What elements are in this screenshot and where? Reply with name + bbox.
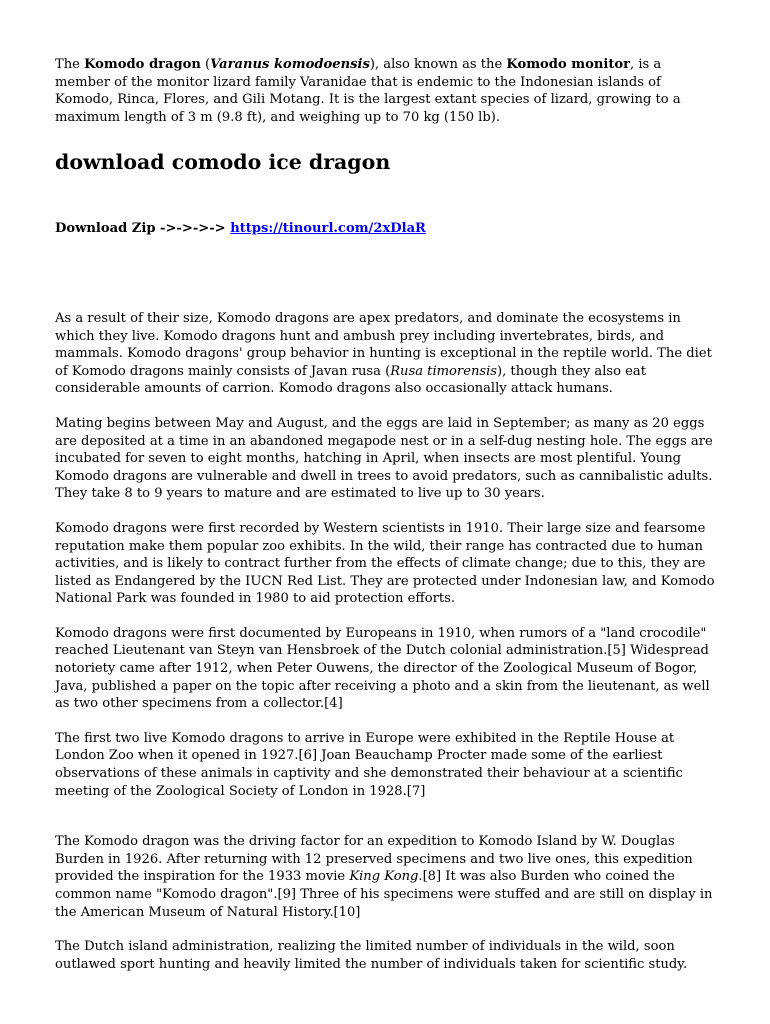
download-link[interactable]: https://tinourl.com/2xDlaR — [230, 221, 426, 237]
paragraph-diet-text-1: As a result of their size, Komodo dragons are apex predators, and dominate the ecosystems in which they live. Komodo dragons hunt and ambush prey including invertebrates, birds, and mammals. Komodo dragons' group behavior in hunting is exceptional in the reptile world. The diet of Komodo dragons mainly consists of Javan rusa ( — [55, 310, 712, 379]
intro-text-3: ), also known as the — [369, 57, 507, 72]
intro-text-2: ( — [200, 57, 211, 72]
intro-bold-komodo-monitor: Komodo monitor — [506, 57, 630, 72]
paragraph-documented: Komodo dragons were first documented by Europeans in 1910, when rumors of a "land crocodile" reached Lieutenant van Steyn van Hensbroek of the Dutch colonial administration.[5] Widespread notoriety came after 1912, when Peter Ouwens, the director of the Zoological Museum of Bogor, Java, published a paper on the topic after receiving a photo and a skin from the lieutenant, as well as two other specimens from a collector.[4] — [55, 625, 710, 712]
paragraph-diet-text-2: ), though they also eat considerable amounts of carrion. Komodo dragons also occasionally attack humans. — [55, 363, 646, 397]
download-line — [55, 220, 715, 238]
paragraph-expedition-italic: King Kong — [349, 869, 419, 885]
paragraph-expedition — [55, 833, 715, 921]
intro-paragraph — [55, 56, 715, 126]
intro-text-1: The — [55, 57, 85, 72]
paragraph-london-zoo: The first two live Komodo dragons to arrive in Europe were exhibited in the Reptile House at London Zoo when it opened in 1927.[6] Joan Beauchamp Procter made some of the earliest observations of these animals in captivity and she demonstrated their behaviour at a scientific meeting of the Zoological Society of London in 1928.[7] — [55, 730, 683, 799]
paragraph-recorded: Komodo dragons were first recorded by Western scientists in 1910. Their large size and fearsome reputation make them popular zoo exhibits. In the wild, their range has contracted due to human activities, and is likely to contract further from the effects of climate change; due to this, they are listed as Endangered by the IUCN Red List. They are protected under Indonesian law, and Komodo National Park was founded in 1980 to aid protection efforts. — [55, 520, 715, 607]
paragraph-diet — [55, 310, 715, 398]
intro-scientific-name: Varanus komodoensis — [210, 57, 370, 72]
paragraph-expedition-text-1: The Komodo dragon was the driving factor for an expedition to Komodo Island by W. Douglas Burden in 1926. After returning with 12 preserved specimens and two live ones, this expedition provided the inspiration for the 1933 movie — [55, 834, 693, 885]
intro-text-4: , is a member of the monitor lizard family Varanidae that is endemic to the Indonesian islands of Komodo, Rinca, Flores, and Gili Motang. It is the largest extant species of lizard, growing to a maximum length of 3 m (9.8 ft), and weighing up to 70 kg (150 lb). — [55, 57, 681, 125]
paragraph-mating: Mating begins between May and August, and the eggs are laid in September; as many as 20 eggs are deposited at a time in an abandoned megapode nest or in a self-dug nesting hole. The eggs are incubated for seven to eight months, hatching in April, when insects are most plentiful. Young Komodo dragons are vulnerable and dwell in trees to avoid predators, such as cannibalistic adults. They take 8 to 9 years to mature and are estimated to live up to 30 years. — [55, 415, 713, 502]
page-heading: download comodo ice dragon — [55, 150, 391, 175]
paragraph-dutch-administration: The Dutch island administration, realizing the limited number of individuals in the wild, soon outlawed sport hunting and heavily limited the number of individuals taken for scientific study. — [55, 939, 688, 972]
intro-bold-komodo-dragon: Komodo dragon — [84, 57, 201, 72]
paragraph-diet-italic: Rusa timorensis — [390, 363, 497, 379]
download-label: Download Zip ->->->-> — [55, 221, 231, 237]
paragraph-expedition-text-2: .[8] It was also Burden who coined the common name "Komodo dragon".[9] Three of his specimens were stuffed and are still on display in the American Museum of Natural History.[10] — [55, 869, 713, 920]
